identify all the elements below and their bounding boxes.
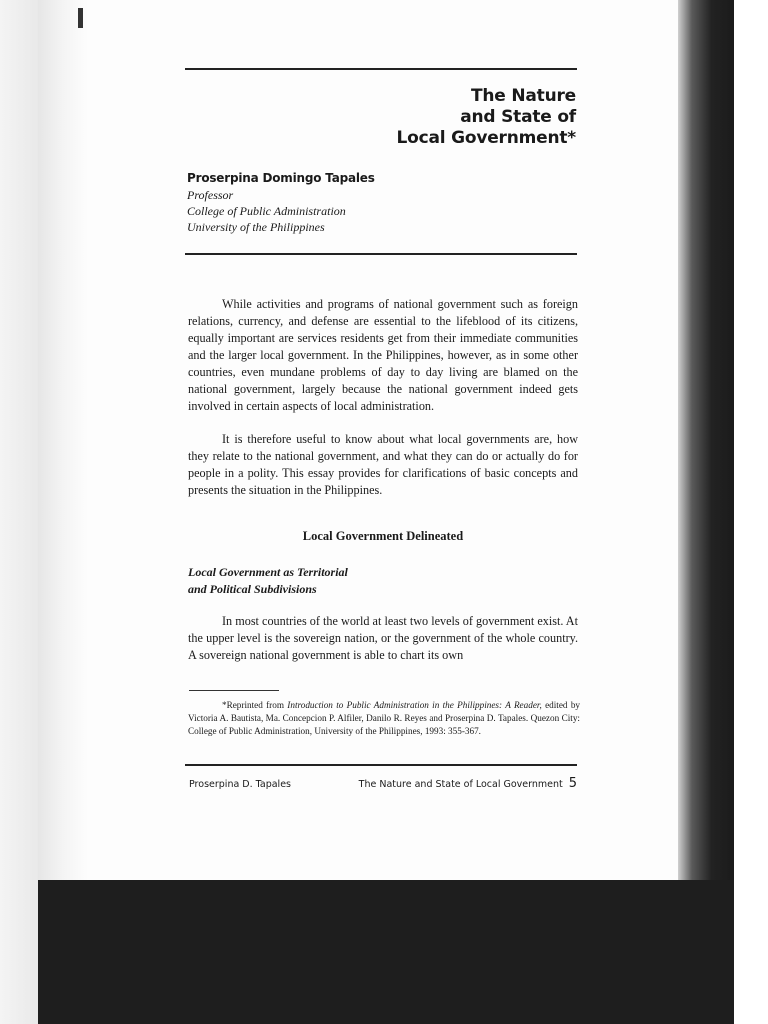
body-paragraph-2: It is therefore useful to know about what local governments are, how they relate to the national government, and what they can do or actually do for people in a polity. This essay provides for clarifications of basic concepts and presents the situation in the Philippines. bbox=[188, 432, 578, 497]
footnote-source-title: Introduction to Public Administration in the Philippines: A Reader, bbox=[287, 700, 542, 710]
title-line: The Nature bbox=[471, 86, 576, 106]
author-university: University of the Philippines bbox=[187, 220, 325, 234]
body-paragraph-1: While activities and programs of national government such as foreign relations, currency, and defense are essential to the lifeblood of its citizens, equally important are services residents get from their immediate communities and the larger local government. In the Philippines, however, as in some other countries, even mundane problems of day to day living are blamed on the national government, largely because the national government indeed gets involved in certain aspects of local administration. bbox=[188, 297, 578, 413]
title-line: Local Government* bbox=[396, 128, 576, 148]
scan-shadow-bottom bbox=[38, 880, 734, 1024]
body-paragraph-3: In most countries of the world at least two levels of government exist. At the upper level is the sovereign nation, or the government of the whole country. A sovereign national government is able to chart its own bbox=[188, 614, 578, 662]
author-title: Professor bbox=[187, 188, 234, 202]
section-heading: Local Government Delineated bbox=[302, 529, 464, 543]
article-title bbox=[397, 86, 577, 149]
author-college: College of Public Administration bbox=[187, 204, 346, 218]
binding-mark bbox=[78, 8, 83, 28]
scan-right-margin bbox=[734, 0, 768, 1024]
footnote bbox=[188, 699, 580, 738]
author-block bbox=[187, 169, 375, 235]
page-footer bbox=[189, 776, 577, 791]
author-name: Proserpina Domingo Tapales bbox=[187, 171, 375, 185]
footnote-rest: edited by Victoria A. Bautista, Ma. Concepcion P. Alfiler, Danilo R. Reyes and Proserpina D. Tapales. Quezon City: College of Public Administration, University of the Philippines, 1993: 355-367. bbox=[188, 700, 581, 736]
title-line: and State of bbox=[460, 107, 576, 127]
page-gutter-curl bbox=[38, 0, 88, 880]
page-number: 5 bbox=[568, 776, 577, 791]
scan-left-margin bbox=[0, 0, 38, 1024]
header-bottom-rule bbox=[185, 253, 577, 255]
footer-right bbox=[359, 776, 577, 791]
footer-rule bbox=[185, 764, 577, 766]
footnote-prefix: *Reprinted from bbox=[222, 700, 288, 710]
top-rule bbox=[185, 68, 577, 70]
scan-shadow-right bbox=[678, 0, 734, 880]
footnote-rule bbox=[189, 690, 279, 691]
subsection-heading bbox=[188, 564, 438, 598]
subheading-line: and Political Subdivisions bbox=[188, 582, 317, 596]
footer-author: Proserpina D. Tapales bbox=[189, 779, 291, 790]
footer-title: The Nature and State of Local Government bbox=[358, 779, 563, 790]
subheading-line: Local Government as Territorial bbox=[188, 565, 348, 579]
